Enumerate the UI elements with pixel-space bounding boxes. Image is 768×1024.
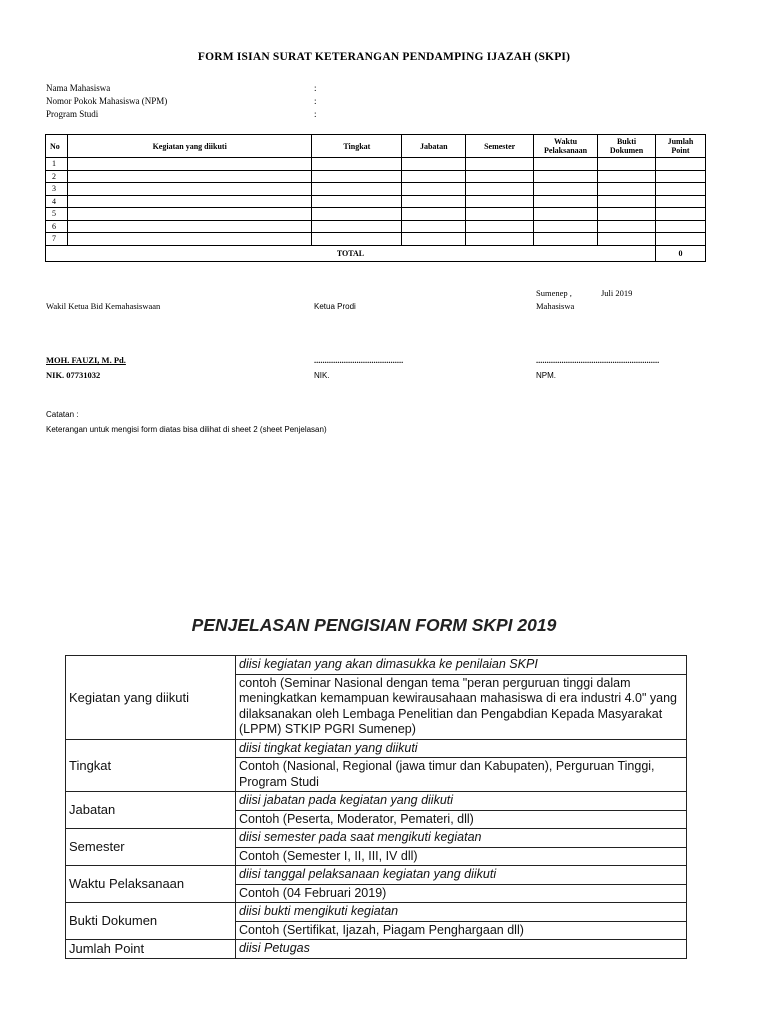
header-position: Jabatan: [402, 135, 466, 158]
category-cell: Kegiatan yang diikuti: [66, 656, 236, 740]
row-number: 4: [46, 195, 68, 208]
category-cell: Semester: [66, 829, 236, 866]
header-semester: Semester: [466, 135, 534, 158]
notes-text: Keterangan untuk mengisi form diatas bisa dilihat di sheet 2 (sheet Penjelasan): [46, 425, 327, 434]
example-cell: Contoh (Sertifikat, Ijazah, Piagam Penghargaan dll): [236, 921, 687, 940]
category-cell: Bukti Dokumen: [66, 903, 236, 940]
category-cell: Tingkat: [66, 739, 236, 792]
form-title: FORM ISIAN SURAT KETERANGAN PENDAMPING IJAZAH (SKPI): [197, 51, 571, 63]
student-name-line[interactable]: ..........................................................: [536, 355, 660, 365]
vice-chair-role: Wakil Ketua Bid Kemahasiswaan: [46, 301, 161, 311]
row-number: 1: [46, 158, 68, 171]
activity-table: [45, 134, 706, 262]
table-row: [46, 183, 706, 196]
vice-chair-name: MOH. FAUZI, M. Pd.: [46, 355, 126, 365]
explain-row: [66, 829, 687, 848]
description-cell: diisi tanggal pelaksanaan kegiatan yang diikuti: [236, 866, 687, 885]
explain-row: [66, 739, 687, 758]
header-level: Tingkat: [312, 135, 402, 158]
description-cell: diisi tingkat kegiatan yang diikuti: [236, 739, 687, 758]
npm-label: Nomor Pokok Mahasiswa (NPM): [46, 96, 168, 106]
student-role: Mahasiswa: [536, 301, 575, 311]
table-row: [46, 195, 706, 208]
table-row: [46, 233, 706, 246]
student-name-colon: :: [314, 83, 317, 93]
description-cell: diisi Petugas: [236, 940, 687, 959]
example-cell: Contoh (Nasional, Regional (jawa timur dan Kabupaten), Perguruan Tinggi, Program Studi: [236, 758, 687, 792]
study-program-label: Program Studi: [46, 109, 99, 119]
example-cell: contoh (Seminar Nasional dengan tema "peran perguruan tinggi dalam meningkatkan kemampuan kewirausahaan mahasiswa di era industri 4.0" yang dilaksanakan oleh Lembaga Penelitian dan Pengabdian Kepada Masyarakat (LPPM) STKIP PGRI Sumenep): [236, 674, 687, 739]
example-cell: Contoh (04 Februari 2019): [236, 884, 687, 903]
month-year: Juli 2019: [601, 288, 633, 298]
explain-row: [66, 866, 687, 885]
head-prodi-role: Ketua Prodi: [314, 302, 356, 311]
header-points: Jumlah Point: [655, 135, 705, 158]
study-program-colon: :: [314, 109, 317, 119]
head-prodi-name-line[interactable]: ..........................................: [314, 355, 404, 365]
header-no: No: [46, 135, 68, 158]
explain-row: [66, 940, 687, 959]
total-label: TOTAL: [46, 245, 656, 261]
npm-colon: :: [314, 96, 317, 106]
row-number: 6: [46, 220, 68, 233]
example-cell: Contoh (Semester I, II, III, IV dll): [236, 847, 687, 866]
row-number: 2: [46, 170, 68, 183]
place-date: Sumenep ,: [536, 288, 572, 298]
table-header-row: [46, 135, 706, 158]
header-time: Waktu Pelaksanaan: [534, 135, 598, 158]
explanation-table: [65, 655, 687, 959]
table-row: [46, 208, 706, 221]
notes-label: Catatan :: [46, 410, 79, 419]
explanation-title: PENJELASAN PENGISIAN FORM SKPI 2019: [191, 615, 557, 635]
description-cell: diisi jabatan pada kegiatan yang diikuti: [236, 792, 687, 811]
student-npm: NPM.: [536, 371, 556, 380]
explain-row: [66, 656, 687, 675]
row-number: 5: [46, 208, 68, 221]
explain-row: [66, 792, 687, 811]
explain-row: [66, 903, 687, 922]
vice-chair-nik: NIK. 07731032: [46, 370, 101, 380]
description-cell: diisi kegiatan yang akan dimasukka ke penilaian SKPI: [236, 656, 687, 675]
header-evidence: Bukti Dokumen: [598, 135, 656, 158]
description-cell: diisi semester pada saat mengikuti kegiatan: [236, 829, 687, 848]
table-row: [46, 170, 706, 183]
example-cell: Contoh (Peserta, Moderator, Pemateri, dll): [236, 810, 687, 829]
row-number: 3: [46, 183, 68, 196]
category-cell: Jumlah Point: [66, 940, 236, 959]
category-cell: Jabatan: [66, 792, 236, 829]
head-prodi-nik: NIK.: [314, 371, 330, 380]
header-activity: Kegiatan yang diikuti: [67, 135, 311, 158]
description-cell: diisi bukti mengikuti kegiatan: [236, 903, 687, 922]
table-row: [46, 158, 706, 171]
total-value: 0: [655, 245, 705, 261]
table-row: [46, 220, 706, 233]
total-row: [46, 245, 706, 261]
row-number: 7: [46, 233, 68, 246]
student-name-label: Nama Mahasiswa: [46, 83, 111, 93]
category-cell: Waktu Pelaksanaan: [66, 866, 236, 903]
